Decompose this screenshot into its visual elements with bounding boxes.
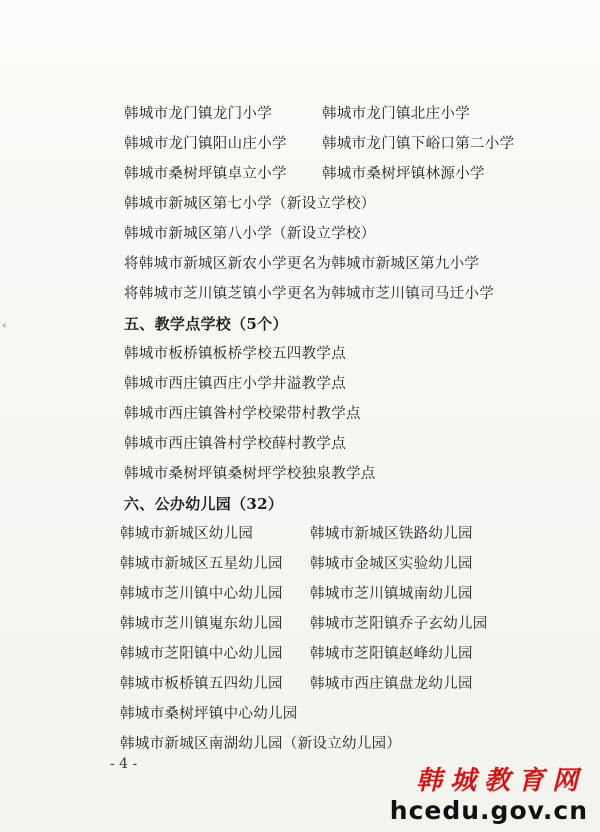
kindergarten-entry: 韩城市新城区幼儿园 (120, 526, 254, 542)
school-entry: 韩城市新城区第七小学（新设立学校） (124, 196, 376, 212)
kindergarten-entry: 韩城市芝川镇城南幼儿园 (310, 586, 473, 602)
school-entry: 韩城市龙门镇北庄小学 (322, 106, 470, 122)
rename-entry: 将韩城市新城区新农小学更名为韩城市新城区第九小学 (124, 256, 480, 272)
teaching-point-entry: 韩城市西庄镇西庄小学井溢教学点 (124, 376, 346, 392)
teaching-point-entry: 韩城市西庄镇昝村学校薛村教学点 (124, 436, 346, 452)
section-heading-teaching-points: 五、教学点学校（5个） (124, 315, 288, 333)
section-heading-kindergartens: 六、公办幼儿园（32） (124, 495, 284, 513)
kindergarten-entry: 韩城市桑树坪镇中心幼儿园 (120, 706, 298, 722)
binding-mark-icon: ‹ (2, 318, 7, 332)
school-entry: 韩城市桑树坪镇卓立小学 (124, 166, 287, 182)
page-number: - 4 - (110, 756, 138, 772)
kindergarten-entry: 韩城市新城区铁路幼儿园 (310, 526, 473, 542)
kindergarten-entry: 韩城市芝阳镇乔子玄幼儿园 (310, 616, 488, 632)
school-entry: 韩城市桑树坪镇林源小学 (322, 166, 485, 182)
site-name-watermark: 韩城教育网 (415, 766, 586, 796)
kindergarten-entry: 韩城市板桥镇五四幼儿园 (120, 676, 283, 692)
school-entry: 韩城市龙门镇龙门小学 (124, 106, 272, 122)
kindergarten-entry: 韩城市金城区实验幼儿园 (310, 556, 473, 572)
school-entry: 韩城市新城区第八小学（新设立学校） (124, 226, 376, 242)
rename-entry: 将韩城市芝川镇芝镇小学更名为韩城市芝川镇司马迁小学 (124, 286, 494, 302)
school-entry: 韩城市龙门镇下峪口第二小学 (322, 136, 515, 152)
site-url-watermark: hcedu.gov.cn (389, 796, 588, 825)
teaching-point-entry: 韩城市西庄镇昝村学校梁带村教学点 (124, 406, 361, 422)
kindergarten-entry: 韩城市芝阳镇中心幼儿园 (120, 646, 283, 662)
kindergarten-entry: 韩城市芝阳镇赵峰幼儿园 (310, 646, 473, 662)
teaching-point-entry: 韩城市桑树坪镇桑树坪学校独泉教学点 (124, 466, 376, 482)
kindergarten-entry: 韩城市新城区南湖幼儿园（新设立幼儿园） (120, 736, 402, 752)
kindergarten-entry: 韩城市芝川镇嵬东幼儿园 (120, 616, 283, 632)
kindergarten-entry: 韩城市芝川镇中心幼儿园 (120, 586, 283, 602)
kindergarten-entry: 韩城市新城区五星幼儿园 (120, 556, 283, 572)
school-entry: 韩城市龙门镇阳山庄小学 (124, 136, 287, 152)
teaching-point-entry: 韩城市板桥镇板桥学校五四教学点 (124, 346, 346, 362)
kindergarten-entry: 韩城市西庄镇盘龙幼儿园 (310, 676, 473, 692)
